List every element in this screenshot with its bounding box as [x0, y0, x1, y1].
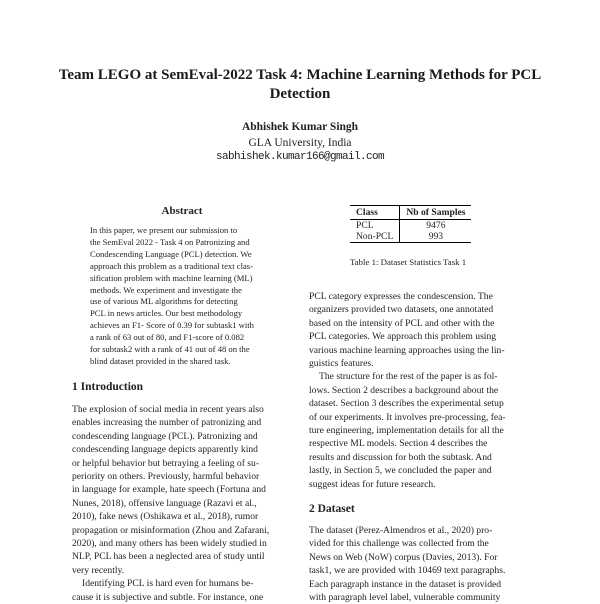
abstract-line: PCL in news articles. Our best methodology	[90, 308, 243, 319]
dataset-line: with paragraph level label, vulnerable community	[309, 592, 501, 604]
right-line: suggest ideas for future research.	[309, 478, 436, 490]
right-line: The structure for the rest of the paper is as fol-	[319, 371, 498, 383]
right-line: PCL categories. We approach this problem using	[309, 331, 497, 343]
abstract-body	[90, 225, 286, 368]
intro-line: NLP, PCL has been a neglected area of study until	[72, 551, 265, 563]
intro-line: condescending language depicts apparently kind	[72, 444, 258, 456]
right-line: respective ML models. Section 4 describes the	[309, 438, 488, 450]
dataset-stats-table	[350, 205, 471, 243]
paper-title-line-2: Detection	[269, 86, 331, 102]
table-cell-value: 9476	[400, 220, 472, 232]
section-heading-introduction: 1 Introduction	[72, 381, 144, 393]
right-line: ture engineering, implementation details for all the	[309, 425, 504, 437]
author-email: sabhishek.kumar166@gmail.com	[215, 151, 385, 163]
intro-line: Nunes, 2018), offensive language (Razavi et al.,	[72, 497, 257, 509]
right-line: organizers provided two datasets, one annotated	[309, 304, 494, 316]
right-line: of our experiments. It involves pre-processing, fea-	[309, 411, 506, 423]
abstract-heading: Abstract	[161, 205, 203, 217]
abstract-line: sification problem with machine learning (ML)	[90, 272, 253, 283]
introduction-body	[72, 403, 292, 604]
abstract-line: achieves an F1- Score of 0.39 for subtask1 with	[90, 320, 254, 331]
right-line: lastly, in Section 5, we concluded the paper and	[309, 465, 492, 477]
intro-line: The explosion of social media in recent years also	[72, 404, 264, 415]
intro-line: propagation or misinformation (Zhou and Zafarani,	[72, 524, 270, 536]
table-caption: Table 1: Dataset Statistics Task 1	[350, 257, 467, 267]
dataset-line: News on Web (NoW) corpus (Davies, 2013). For	[309, 551, 498, 563]
abstract-line: a rank of 63 out of 80, and F1-score of 0.082	[90, 332, 245, 343]
intro-line: or helpful behavior but betraying a feeling of su-	[72, 457, 260, 469]
dataset-line: The dataset (Perez-Almendros et al., 2020) pro-	[309, 525, 493, 536]
right-column-body	[309, 290, 534, 491]
section-heading-dataset: 2 Dataset	[309, 503, 355, 515]
table-header: Nb of Samples	[400, 206, 472, 220]
right-line: PCL category expresses the condescension. The	[309, 291, 493, 302]
intro-line: very recently.	[72, 564, 125, 576]
right-line: dataset. Section 3 describes the experimental setup	[309, 398, 504, 410]
table-header: Class	[350, 206, 400, 220]
intro-line: Identifying PCL is hard even for humans be-	[82, 578, 254, 590]
right-line: various machine learning approaches using the lin-	[309, 344, 505, 356]
right-line: results and discussion for both the subtask. And	[309, 451, 492, 463]
intro-line: 2010), fake news (Oshikawa et al., 2018), rumor	[72, 511, 259, 523]
abstract-line: the SemEval 2022 - Task 4 on Patronizing and	[90, 236, 250, 247]
intro-line: in language for example, hate speech (Fortuna and	[72, 484, 266, 496]
abstract-line: use of various ML algorithms for detecting	[90, 296, 238, 307]
intro-line: 2020), and many others has been widely studied in	[72, 538, 267, 550]
dataset-line: vided for this challenge was collected from the	[309, 538, 489, 550]
table-cell-label: Non-PCL	[350, 231, 400, 243]
abstract-line: In this paper, we present our submission to	[90, 225, 238, 235]
intro-line: periority on others. Previously, harmful behavior	[72, 471, 260, 483]
right-line: lows. Section 2 describes a background about the	[309, 384, 499, 396]
abstract-line: approach this problem as a traditional text clas-	[90, 260, 253, 271]
abstract-line: blind dataset provided in the shared task.	[90, 355, 231, 366]
dataset-line: task1, we are provided with 10469 text paragraphs.	[309, 565, 506, 577]
paper-title-line-1: Team LEGO at SemEval-2022 Task 4: Machine Learning Methods for PCL	[58, 67, 542, 83]
abstract-line: methods. We experiment and investigate the	[90, 284, 242, 295]
table-cell-value: 993	[400, 231, 472, 243]
author-name: Abhishek Kumar Singh	[241, 121, 359, 133]
right-line: guistics features.	[309, 358, 374, 370]
abstract-line: for subtask2 with a rank of 41 out of 48 on the	[90, 344, 250, 355]
intro-line: condescending language (PCL). Patronizing and	[72, 430, 258, 442]
right-line: based on the intensity of PCL and other with the	[309, 317, 495, 329]
author-affiliation: GLA University, India	[248, 137, 352, 149]
intro-line: enables increasing the number of patronizing and	[72, 417, 262, 429]
paper-title	[30, 66, 570, 104]
dataset-body	[309, 524, 534, 604]
abstract-line: Condescending Language (PCL) detection. We	[90, 248, 252, 259]
dataset-line: Each paragraph instance in the dataset is provided	[309, 578, 502, 590]
intro-line: cause it is subjective and subtle. For instance, one	[72, 591, 264, 603]
table-cell-label: PCL	[356, 220, 374, 231]
